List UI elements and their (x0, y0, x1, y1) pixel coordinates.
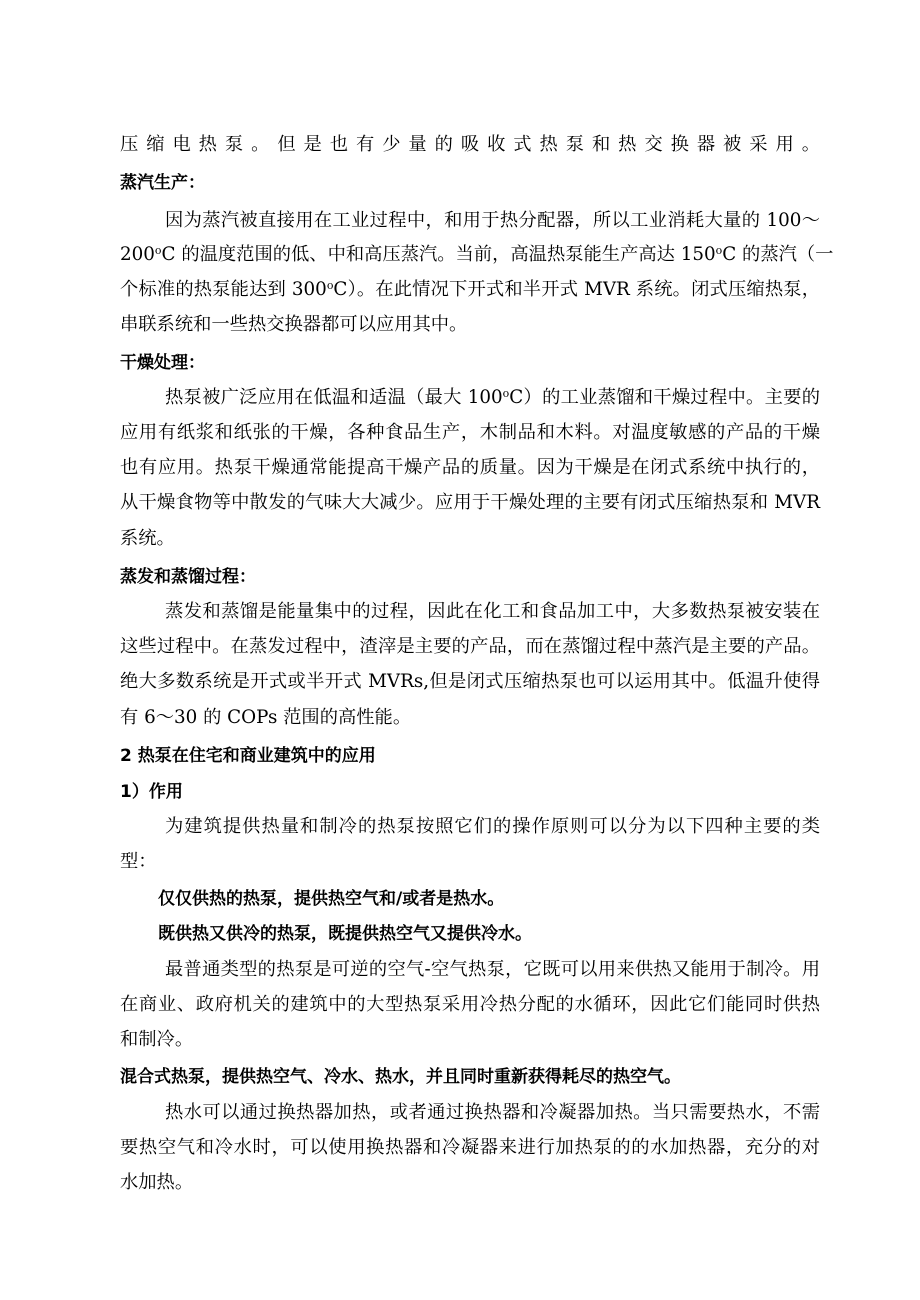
text-line: 最普通类型的热泵是可逆的空气-空气热泵，它既可以用来供热又能用于制冷。用 (165, 959, 820, 980)
text-line: 热泵被广泛应用在低温和适温（最大 100$^o$C）的工业蒸馏和干燥过程中。主要的 (165, 386, 820, 408)
text-line: 也有应用。热泵干燥通常能提高干燥产品的质量。因为干燥是在闭式系统中执行的， (120, 457, 820, 478)
section-heading: 蒸汽生产： (120, 173, 205, 193)
text-line: 水加热。 (120, 1172, 194, 1193)
text-line: 串联系统和一些热交换器都可以应用其中。 (120, 314, 468, 335)
section-heading: 混合式热泵，提供热空气、冷水、热水，并且同时重新获得耗尽的热空气。 (120, 1067, 681, 1087)
text-line: 在商业、政府机关的建筑中的大型热泵采用冷热分配的水循环，因此它们能同时供热 (120, 994, 820, 1015)
text-line: 200$^o$C 的温度范围的低、中和高压蒸汽。当前，高温热泵能生产高达 150$^o$C 的蒸汽（一 (120, 243, 834, 265)
text-line: 要热空气和冷水时，可以使用换热器和冷凝器来进行加热泵的的水加热器，充分的对 (120, 1137, 820, 1158)
text-line: 型： (120, 851, 157, 872)
text-line: 应用有纸浆和纸张的干燥，各种食品生产，木制品和木料。对温度敏感的产品的干燥 (120, 422, 820, 443)
text-line: 压缩电热泵。但是也有少量的吸收式热泵和热交换器被采用。 (120, 134, 820, 155)
text-line: 从干燥食物等中散发的气味大大减少。应用于干燥处理的主要有闭式压缩热泵和 MVR (120, 492, 820, 513)
text-line: 系统。 (120, 528, 175, 549)
subsection-heading: 1）作用 (120, 782, 183, 802)
text-line: 蒸发和蒸馏是能量集中的过程，因此在化工和食品加工中，大多数热泵被安装在 (165, 601, 820, 622)
text-line: 有 6～30 的 COPs 范围的高性能。 (120, 707, 412, 728)
section-heading: 干燥处理： (120, 353, 205, 373)
bold-list-item: 既供热又供冷的热泵，既提供热空气又提供冷水。 (158, 924, 532, 944)
text-line: 热水可以通过换热器加热，或者通过换热器和冷凝器加热。当只需要热水，不需 (165, 1102, 820, 1123)
text-line: 绝大多数系统是开式或半开式 MVRs,但是闭式压缩热泵也可以运用其中。低温升使得 (120, 671, 820, 692)
section-heading: 蒸发和蒸馏过程： (120, 567, 256, 587)
text-line: 个标准的热泵能达到 300$^o$C）。在此情况下开式和半开式 MVR 系统。闭式压缩热泵， (120, 278, 820, 300)
text-line: 为建筑提供热量和制冷的热泵按照它们的操作原则可以分为以下四种主要的类 (165, 816, 820, 837)
text-line: 因为蒸汽被直接用在工业过程中，和用于热分配器，所以工业消耗大量的 100～ (165, 210, 820, 231)
text-line: 和制冷。 (120, 1029, 194, 1050)
section-heading: 2 热泵在住宅和商业建筑中的应用 (120, 746, 376, 766)
text-line: 这些过程中。在蒸发过程中，渣滓是主要的产品，而在蒸馏过程中蒸汽是主要的产品。 (120, 636, 820, 657)
bold-list-item: 仅仅供热的热泵，提供热空气和/或者是热水。 (158, 889, 505, 909)
